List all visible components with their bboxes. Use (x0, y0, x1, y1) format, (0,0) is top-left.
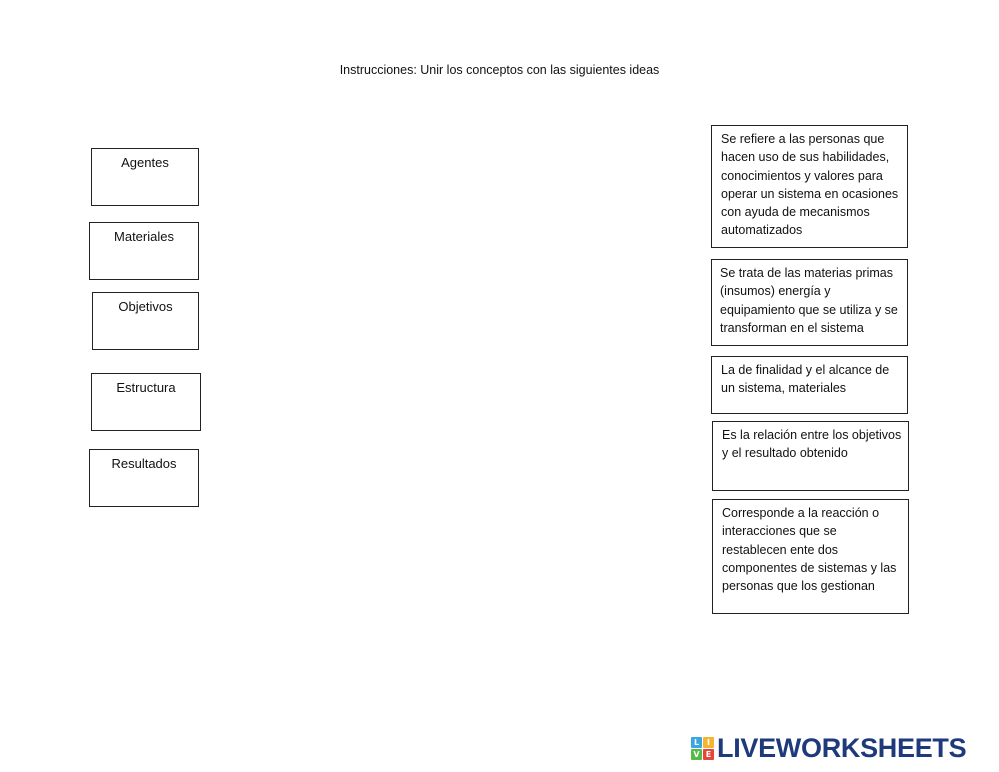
concept-label: Objetivos (118, 299, 173, 314)
idea-text: Se trata de las materias primas (insumos) energía y equipamiento que se utiliza y se transforman en el sistema (720, 266, 898, 335)
idea-text: Corresponde a la reacción o interacciones que se restablecen ente dos componentes de sistemas y las personas que los gestionan (722, 506, 897, 594)
idea-text: La de finalidad y el alcance de un sistema, materiales (721, 363, 890, 396)
liveworksheets-logo (691, 733, 966, 763)
concept-box-materiales[interactable] (89, 222, 199, 280)
idea-text: Se refiere a las personas que hacen uso de sus habilidades, conocimientos y valores para operar un sistema en ocasiones con ayuda de mecanismos automatizados (721, 132, 899, 238)
concept-box-agentes[interactable] (91, 148, 199, 206)
idea-text: Es la relación entre los objetivos y el resultado obtenido (722, 428, 902, 461)
concept-label: Resultados (111, 456, 177, 471)
concept-label: Estructura (116, 380, 176, 395)
logo-tiles-icon (691, 737, 714, 760)
idea-box-5[interactable] (712, 499, 909, 614)
concept-label: Materiales (114, 229, 174, 244)
idea-box-3[interactable] (711, 356, 908, 414)
idea-box-2[interactable] (711, 259, 908, 346)
concept-box-objetivos[interactable] (92, 292, 199, 350)
logo-tile: I (703, 737, 714, 748)
brand-name: LIVEWORKSHEETS (717, 732, 967, 763)
logo-tile: E (703, 749, 714, 760)
idea-box-4[interactable] (712, 421, 909, 491)
logo-tile: V (691, 749, 702, 760)
concept-label: Agentes (121, 155, 169, 170)
idea-box-1[interactable] (711, 125, 908, 248)
concept-box-resultados[interactable] (89, 449, 199, 507)
instructions-title: Instrucciones: Unir los conceptos con las siguientes ideas (339, 63, 660, 77)
concept-box-estructura[interactable] (91, 373, 201, 431)
logo-tile: L (691, 737, 702, 748)
